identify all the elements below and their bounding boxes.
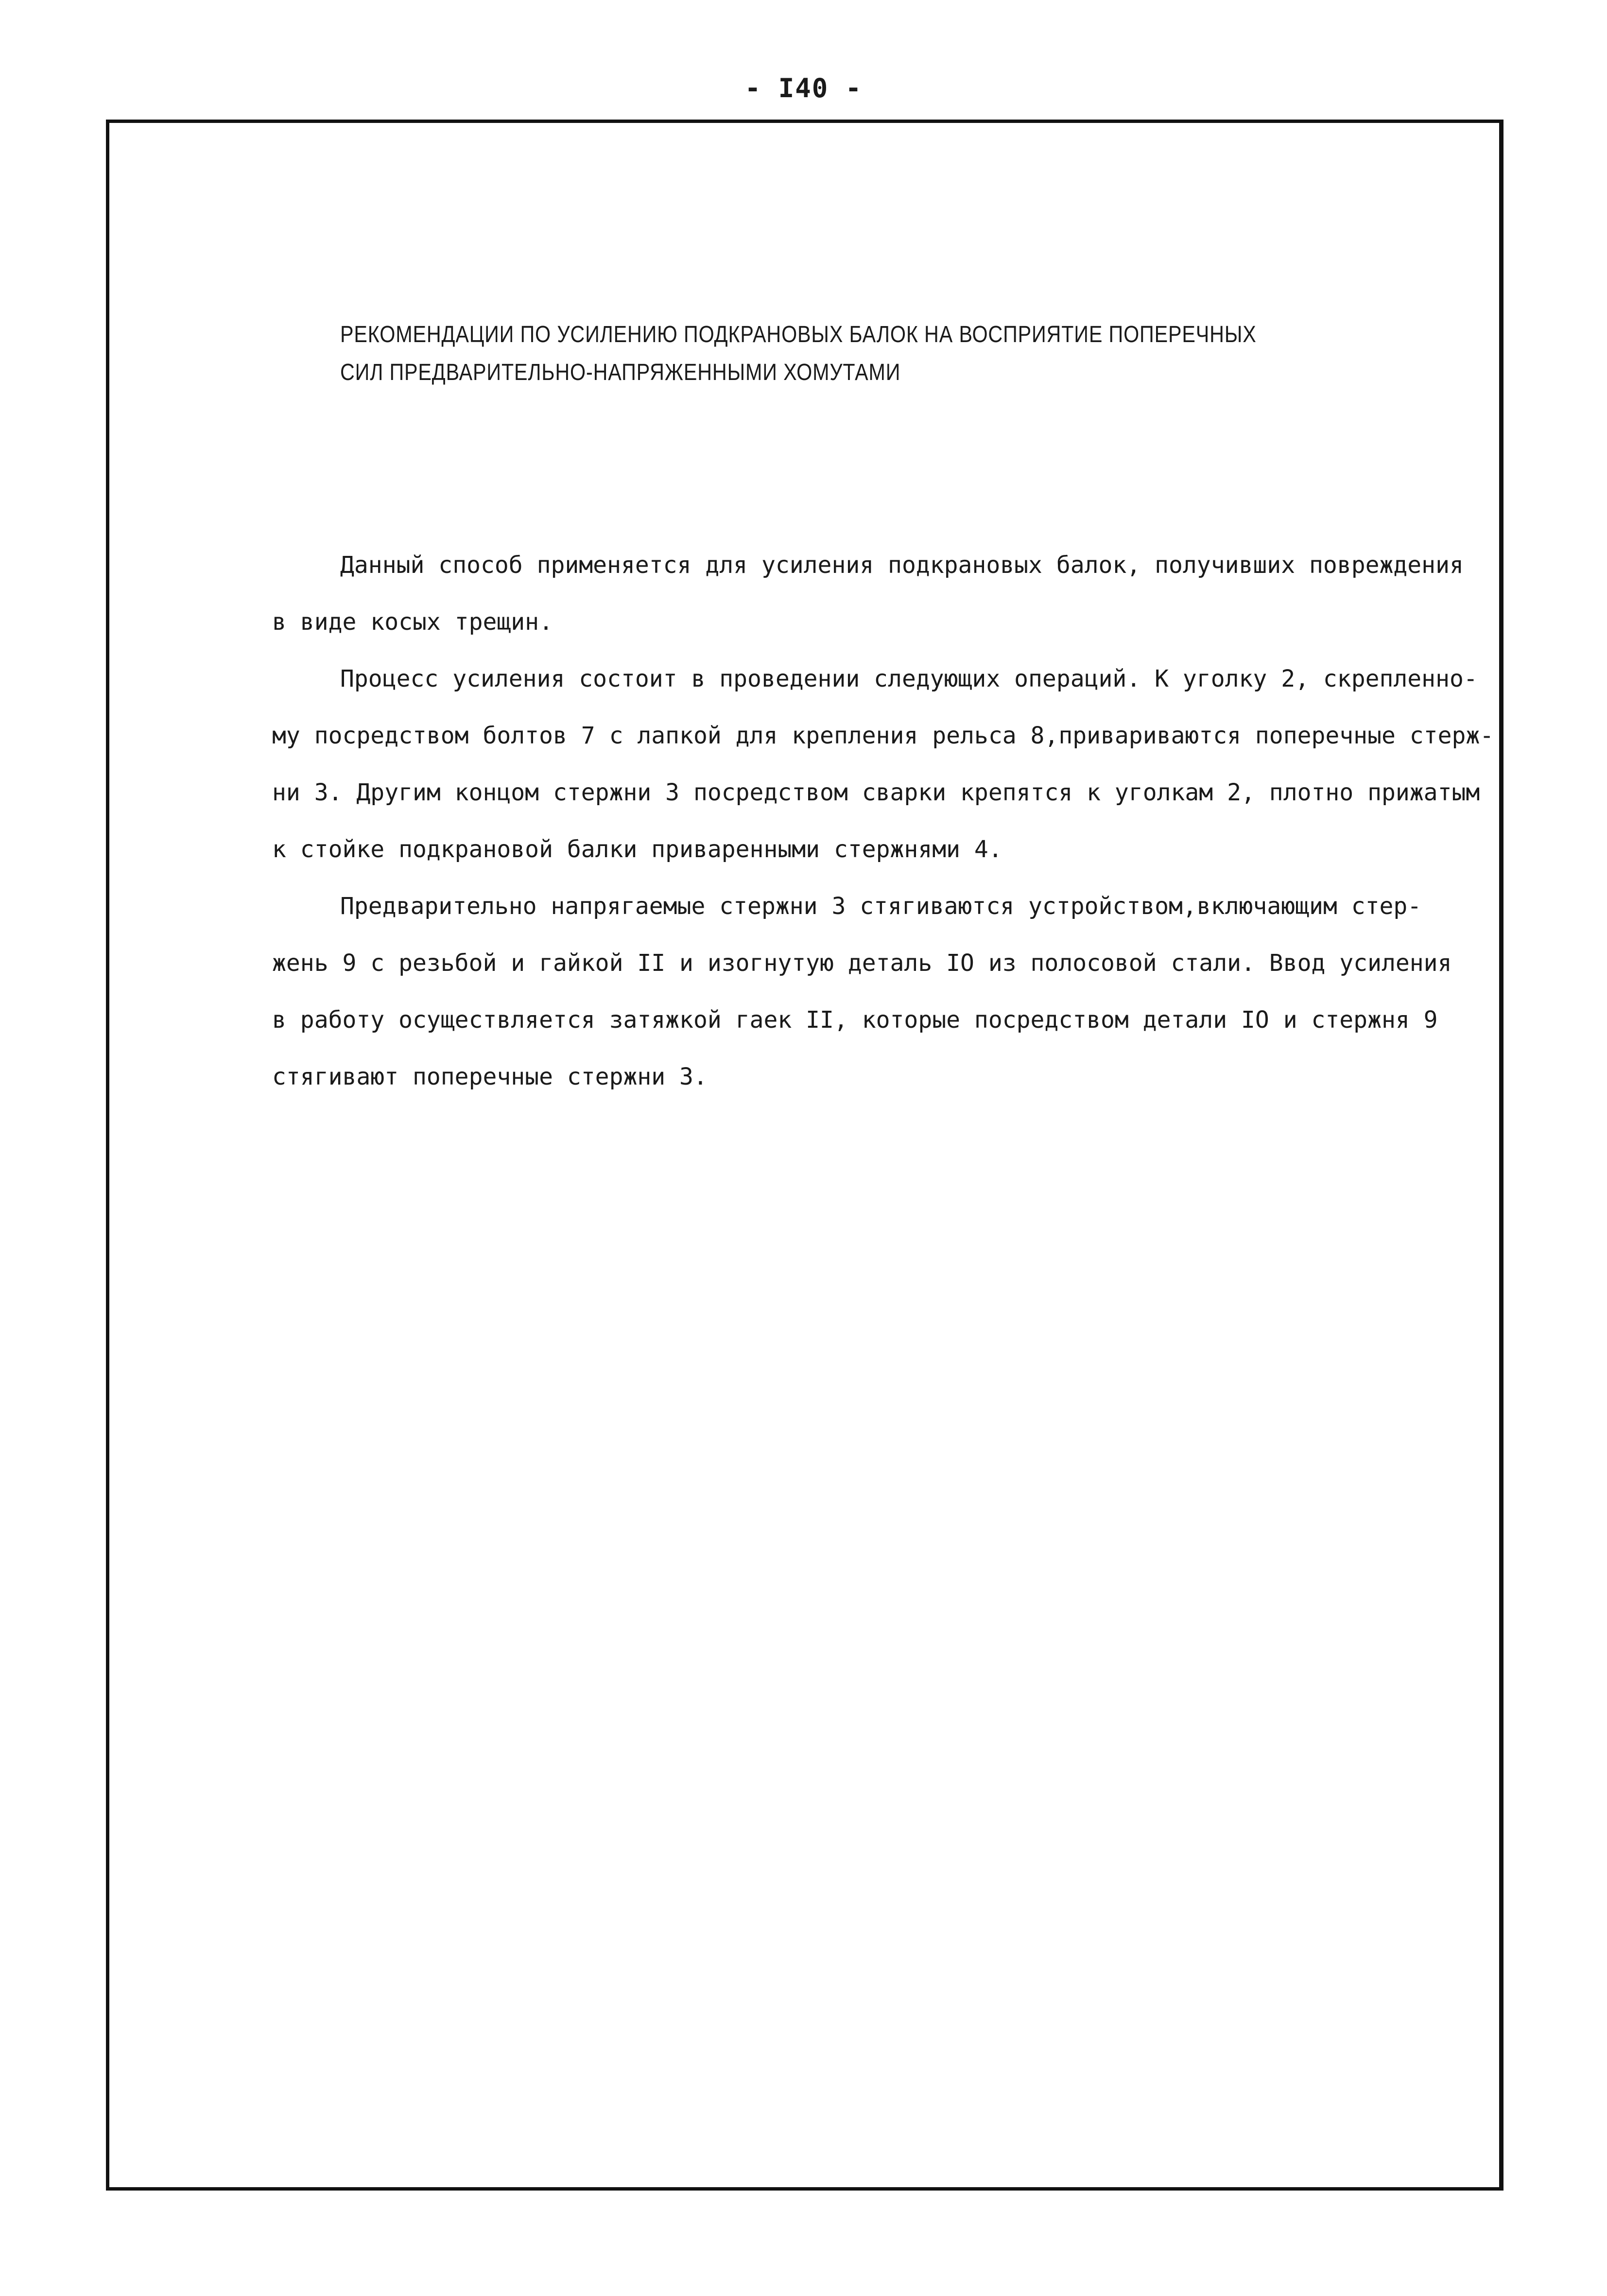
- text-line: в работу осуществляется затяжкой гаек II, которые посредством детали IO и стержня 9: [272, 1006, 1438, 1034]
- page-frame: [106, 120, 1503, 2191]
- text-line: в виде косых трещин.: [272, 608, 553, 636]
- text-line: му посредством болтов 7 с лапкой для крепления рельса 8,привариваются поперечные стерж-: [272, 722, 1494, 749]
- text-line: Данный способ применяется для усиления подкрановых балок, получивших повреждения: [340, 552, 1464, 579]
- paragraph-1: [272, 537, 1464, 651]
- text-line: к стойке подкрановой балки приваренными стержнями 4.: [272, 836, 1002, 863]
- paragraph-3: [272, 878, 1452, 1105]
- text-line: жень 9 с резьбой и гайкой II и изогнутую деталь IO из полосовой стали. Ввод усиления: [272, 949, 1452, 977]
- heading-line-1: РЕКОМЕНДАЦИИ ПО УСИЛЕНИЮ ПОДКРАНОВЫХ БАЛОК НА ВОСПРИЯТИЕ ПОПЕРЕЧНЫХ: [340, 322, 1257, 347]
- paragraph-2: [272, 651, 1494, 878]
- text-line: Процесс усиления состоит в проведении следующих операций. К уголку 2, скрепленно-: [340, 665, 1478, 692]
- page-number: - I40 -: [744, 73, 863, 104]
- text-line: стягивают поперечные стержни 3.: [272, 1063, 708, 1090]
- text-line: ни 3. Другим концом стержни 3 посредством сварки крепятся к уголкам 2, плотно прижатым: [272, 779, 1480, 806]
- body-text: [272, 537, 1494, 1105]
- text-line: Предварительно напрягаемые стержни 3 стягиваются устройством,включающим стер-: [340, 893, 1422, 920]
- document-heading: [340, 316, 1260, 392]
- heading-line-2: СИЛ ПРЕДВАРИТЕЛЬНО-НАПРЯЖЕННЫМИ ХОМУТАМИ: [340, 360, 901, 385]
